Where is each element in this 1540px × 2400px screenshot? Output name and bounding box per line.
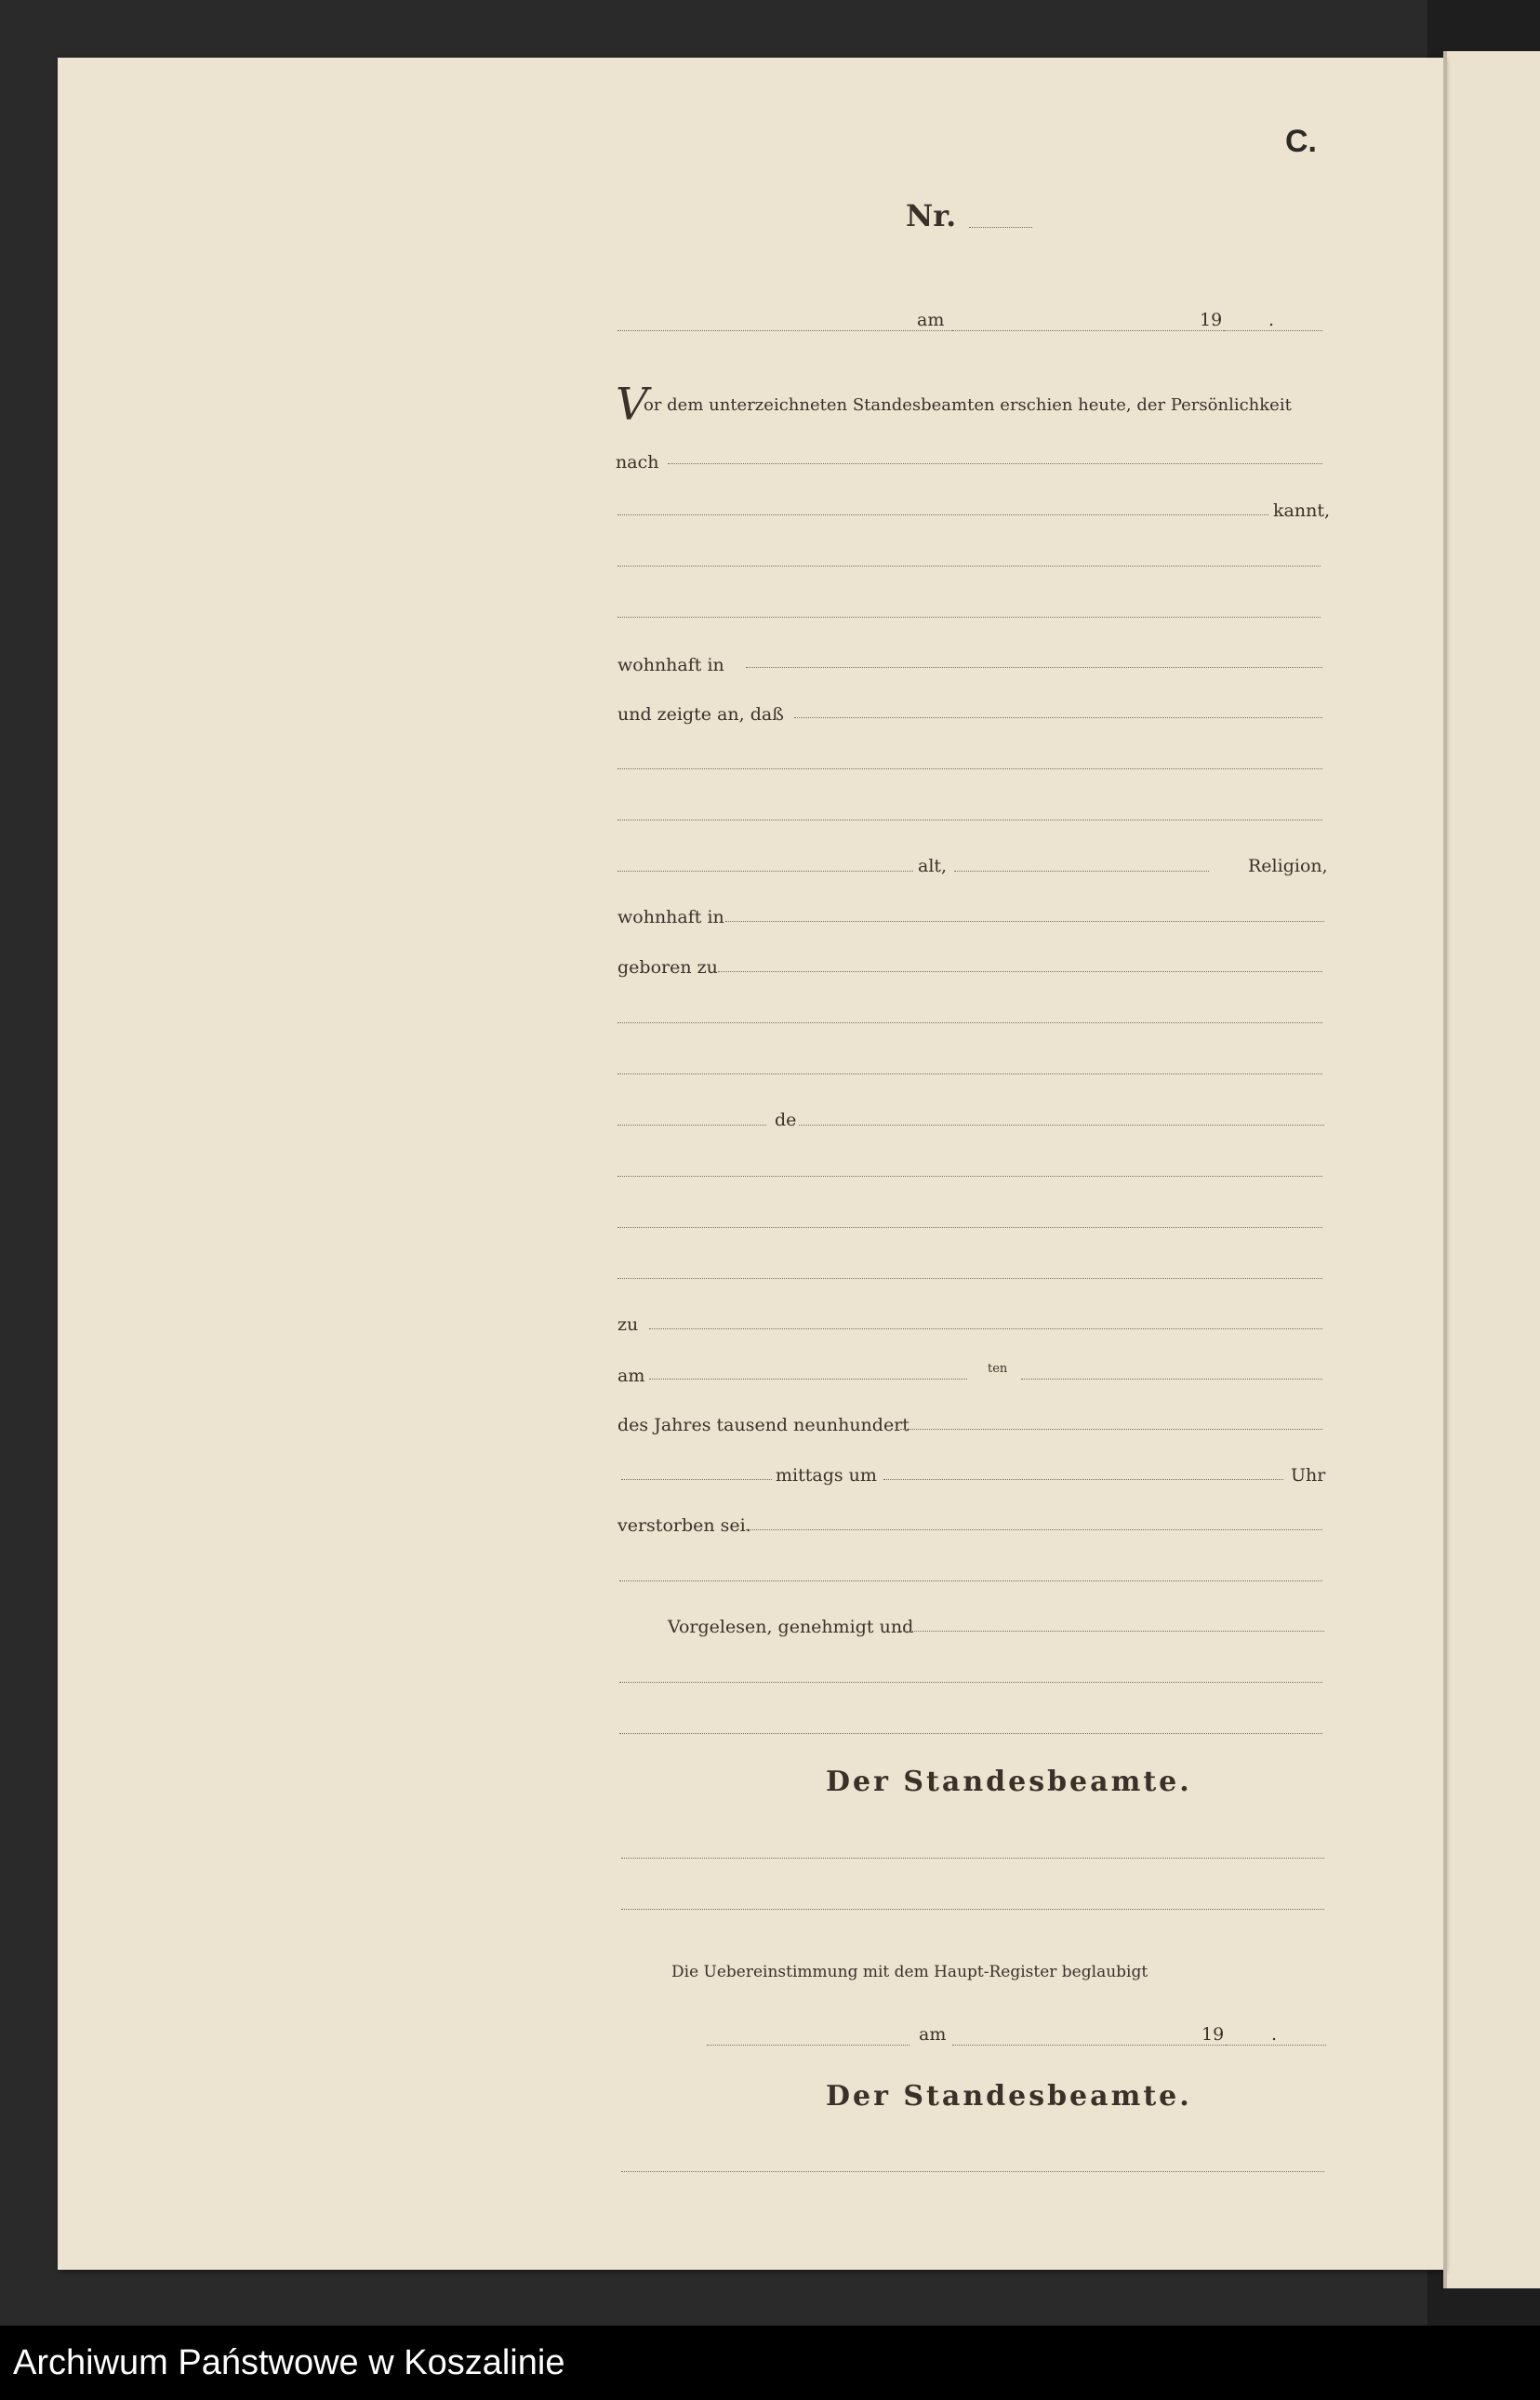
wohnhaft-field-2[interactable] — [725, 921, 1324, 922]
blank-line-12[interactable] — [619, 1733, 1322, 1734]
page-gutter — [1443, 51, 1447, 2288]
archive-caption: Archiwum Państwowe w Koszalinie — [0, 2326, 1540, 2400]
blank-line-1[interactable] — [617, 566, 1321, 567]
blank-line-10[interactable] — [619, 1580, 1322, 1581]
uhr-label: Uhr — [1291, 1465, 1326, 1486]
kannt-label: kannt, — [1273, 500, 1330, 521]
age-field[interactable] — [617, 871, 913, 872]
wohnhaft-label-2: wohnhaft in — [617, 907, 724, 927]
vorgelesen-field[interactable] — [900, 1631, 1324, 1632]
am2-label: am — [919, 2024, 947, 2045]
am-day-field[interactable] — [1021, 1379, 1322, 1380]
signature-line-3[interactable] — [621, 2171, 1324, 2172]
intro-text: or dem unterzeichneten Standesbeamten erschien heute, der Persönlichkeit — [644, 395, 1292, 415]
nach-field[interactable] — [668, 463, 1322, 464]
nr-label: Nr. — [906, 198, 957, 233]
zu-label: zu — [617, 1314, 639, 1335]
corner-letter: C. — [1285, 124, 1317, 159]
next-page-edge — [1446, 51, 1540, 2288]
des-jahres-label: des Jahres tausend neunhundert — [617, 1415, 909, 1435]
blank-line-11[interactable] — [619, 1682, 1322, 1683]
geboren-label: geboren zu — [617, 957, 718, 978]
intro-initial: V — [616, 379, 648, 431]
und-zeigte-label: und zeigte an, daß — [617, 704, 784, 725]
date-year-label: 19 — [1200, 310, 1223, 330]
de-field[interactable] — [799, 1125, 1324, 1126]
beglaubigt-date-field[interactable] — [952, 2045, 1237, 2046]
geboren-field[interactable] — [718, 971, 1322, 972]
wohnhaft-field-1[interactable] — [746, 667, 1322, 668]
uebereinstimmung-text: Die Uebereinstimmung mit dem Haupt-Register beglaubigt — [671, 1963, 1148, 1981]
blank-line-6[interactable] — [617, 1073, 1322, 1074]
year2-label: 19 — [1201, 2024, 1225, 2045]
beglaubigt-place-field[interactable] — [707, 2045, 909, 2046]
uhr-field[interactable] — [883, 1479, 1283, 1480]
date-am-label: am — [917, 310, 945, 330]
kannt-field[interactable] — [617, 514, 1268, 515]
end2-label: . — [1271, 2024, 1278, 2045]
am-field[interactable] — [649, 1379, 967, 1380]
vorgelesen-label: Vorgelesen, genehmigt und — [668, 1617, 914, 1637]
blank-line-8[interactable] — [617, 1227, 1322, 1228]
date-field[interactable] — [952, 330, 1235, 331]
nach-label: nach — [616, 452, 659, 473]
blank-line-5[interactable] — [617, 1022, 1322, 1023]
alt-label: alt, — [918, 856, 948, 876]
religion-label: Religion, — [1248, 856, 1328, 876]
und-zeigte-field[interactable] — [794, 717, 1322, 718]
blank-line-9[interactable] — [617, 1278, 1322, 1279]
de-prefix-field[interactable] — [617, 1125, 766, 1126]
verstorben-label: verstorben sei. — [617, 1515, 751, 1536]
blank-line-3[interactable] — [617, 768, 1322, 769]
signature-line-1[interactable] — [621, 1858, 1324, 1859]
document-page — [58, 58, 1443, 2270]
de-label: de — [775, 1110, 797, 1130]
blank-line-2[interactable] — [617, 617, 1321, 618]
standesbeamte-heading-1: Der Standesbeamte. — [826, 1766, 1192, 1798]
blank-line-7[interactable] — [617, 1176, 1322, 1177]
ten-label: ten — [988, 1362, 1008, 1376]
date-end-label: . — [1268, 310, 1275, 330]
signature-line-2[interactable] — [621, 1909, 1324, 1910]
mittags-prefix-field[interactable] — [621, 1479, 772, 1480]
mittags-label: mittags um — [776, 1465, 877, 1486]
am-label: am — [617, 1366, 645, 1386]
verstorben-field[interactable] — [746, 1529, 1322, 1530]
religion-field[interactable] — [954, 871, 1209, 872]
jahr-field[interactable] — [900, 1429, 1322, 1430]
nr-field[interactable] — [969, 227, 1032, 228]
zu-field[interactable] — [649, 1328, 1322, 1329]
wohnhaft-label-1: wohnhaft in — [617, 655, 724, 675]
standesbeamte-heading-2: Der Standesbeamte. — [826, 2080, 1192, 2113]
